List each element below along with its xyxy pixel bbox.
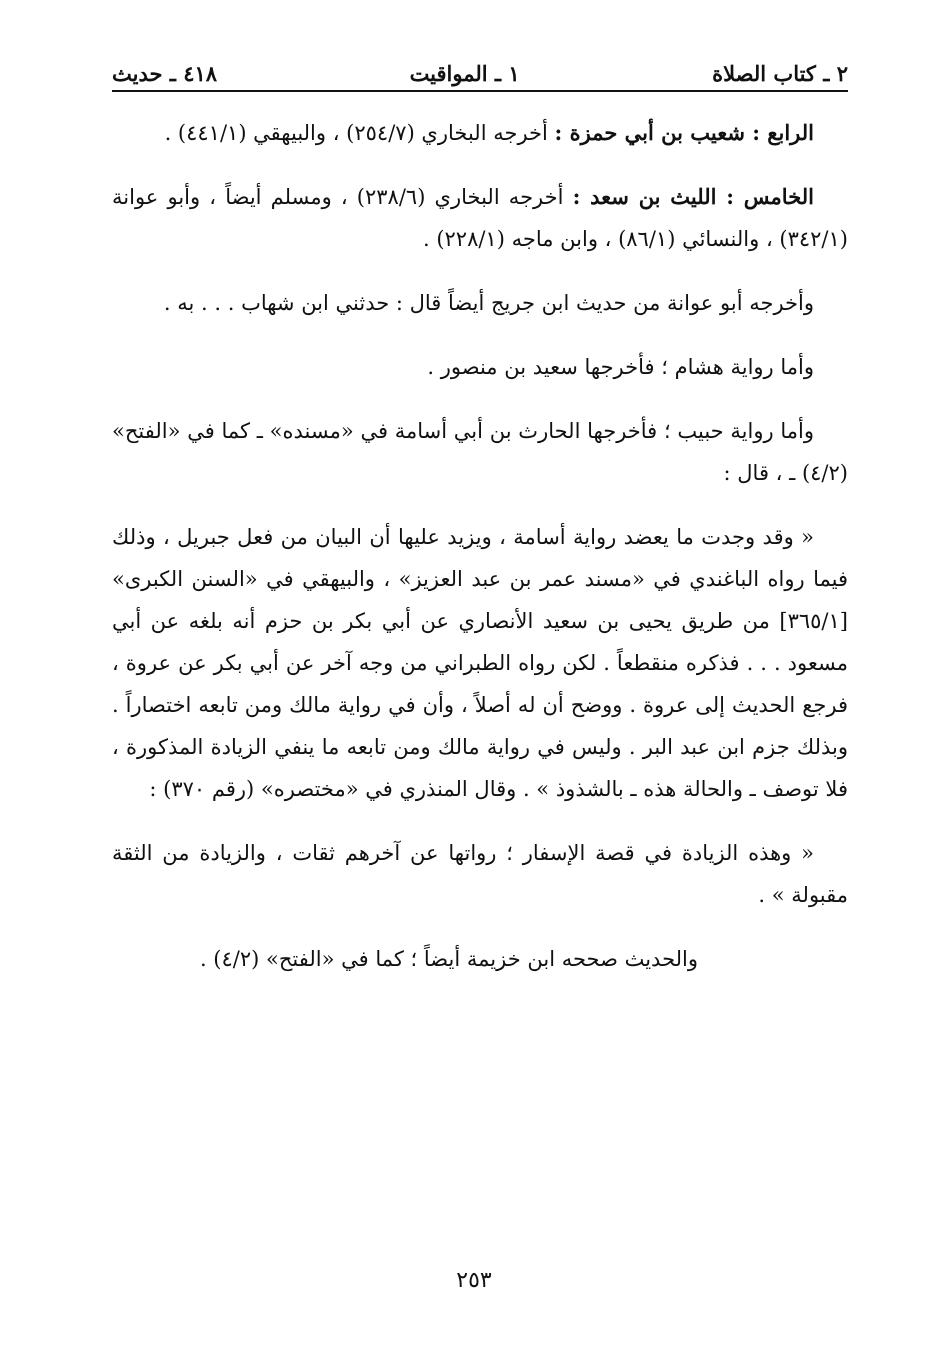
running-header <box>112 56 848 92</box>
paragraph-fourth-narrator <box>112 112 848 154</box>
paragraph-text: « وهذه الزيادة في قصة الإسفار ؛ رواتها عن آخرهم ثقات ، والزيادة من الثقة مقبولة » . <box>112 841 848 907</box>
paragraph-text: والحديث صححه ابن خزيمة أيضاً ؛ كما في «الفتح» (٤/٢) . <box>199 947 698 971</box>
paragraph-text: أخرجه البخاري (٢٥٤/٧) ، والبيهقي (٤٤١/١) . <box>164 121 555 145</box>
header-book-title: ٢ ـ كتاب الصلاة <box>712 61 848 86</box>
paragraph-fifth-narrator <box>112 176 848 260</box>
page-body <box>112 112 848 1002</box>
paragraph-ibn-khuzaymah <box>112 938 848 980</box>
paragraph-fath-quote <box>112 516 848 810</box>
paragraph-habib <box>112 410 848 494</box>
paragraph-text: « وقد وجدت ما يعضد رواية أسامة ، ويزيد عليها أن البيان من فعل جبريل ، وذلك فيما رواه الباغندي في «مسند عمر بن عبد العزيز» ، والبيهقي في «السنن الكبرى» [٣٦٥/١] من طريق يحيى بن سعيد الأنصاري عن أبي بكر بن حزم أنه بلغه عن أبي مسعود . . . فذكره منقطعاً . لكن رواه الطبراني من وجه آخر عن أبي بكر عن عروة ، فرجع الحديث إلى عروة . ووضح أن له أصلاً ، وأن في رواية مالك ومن تابعه اختصاراً . وبذلك جزم ابن عبد البر . وليس في رواية مالك ومن تابعه ما ينفي الزيادة المذكورة ، فلا توصف ـ والحالة هذه ـ بالشذوذ » . وقال المنذري في «مختصره» (رقم ٣٧٠) : <box>112 525 848 801</box>
paragraph-hisham <box>112 346 848 388</box>
paragraph-ibn-jurayj <box>112 282 848 324</box>
paragraph-text: وأخرجه أبو عوانة من حديث ابن جريج أيضاً قال : حدثني ابن شهاب . . . به . <box>163 291 814 315</box>
header-hadith-number: ٤١٨ ـ حديث <box>112 61 218 86</box>
paragraph-text: وأما رواية هشام ؛ فأخرجها سعيد بن منصور . <box>427 355 814 379</box>
page-number: ٢٥٣ <box>456 1268 492 1293</box>
paragraph-lead: الخامس : الليث بن سعد : <box>572 184 814 209</box>
paragraph-text: وأما رواية حبيب ؛ فأخرجها الحارث بن أبي أسامة في «مسنده» ـ كما في «الفتح» (٤/٢) ـ ، قال : <box>112 419 848 485</box>
header-chapter-title: ١ ـ المواقيت <box>409 61 520 86</box>
paragraph-mundhiri-quote <box>112 832 848 916</box>
paragraph-text: أخرجه البخاري (٢٣٨/٦) ، ومسلم أيضاً ، وأبو عوانة (٣٤٢/١) ، والنسائي (٨٦/١) ، وابن ماجه (٢٢٨/١) . <box>112 185 848 251</box>
paragraph-lead: الرابع : شعيب بن أبي حمزة : <box>554 120 814 145</box>
